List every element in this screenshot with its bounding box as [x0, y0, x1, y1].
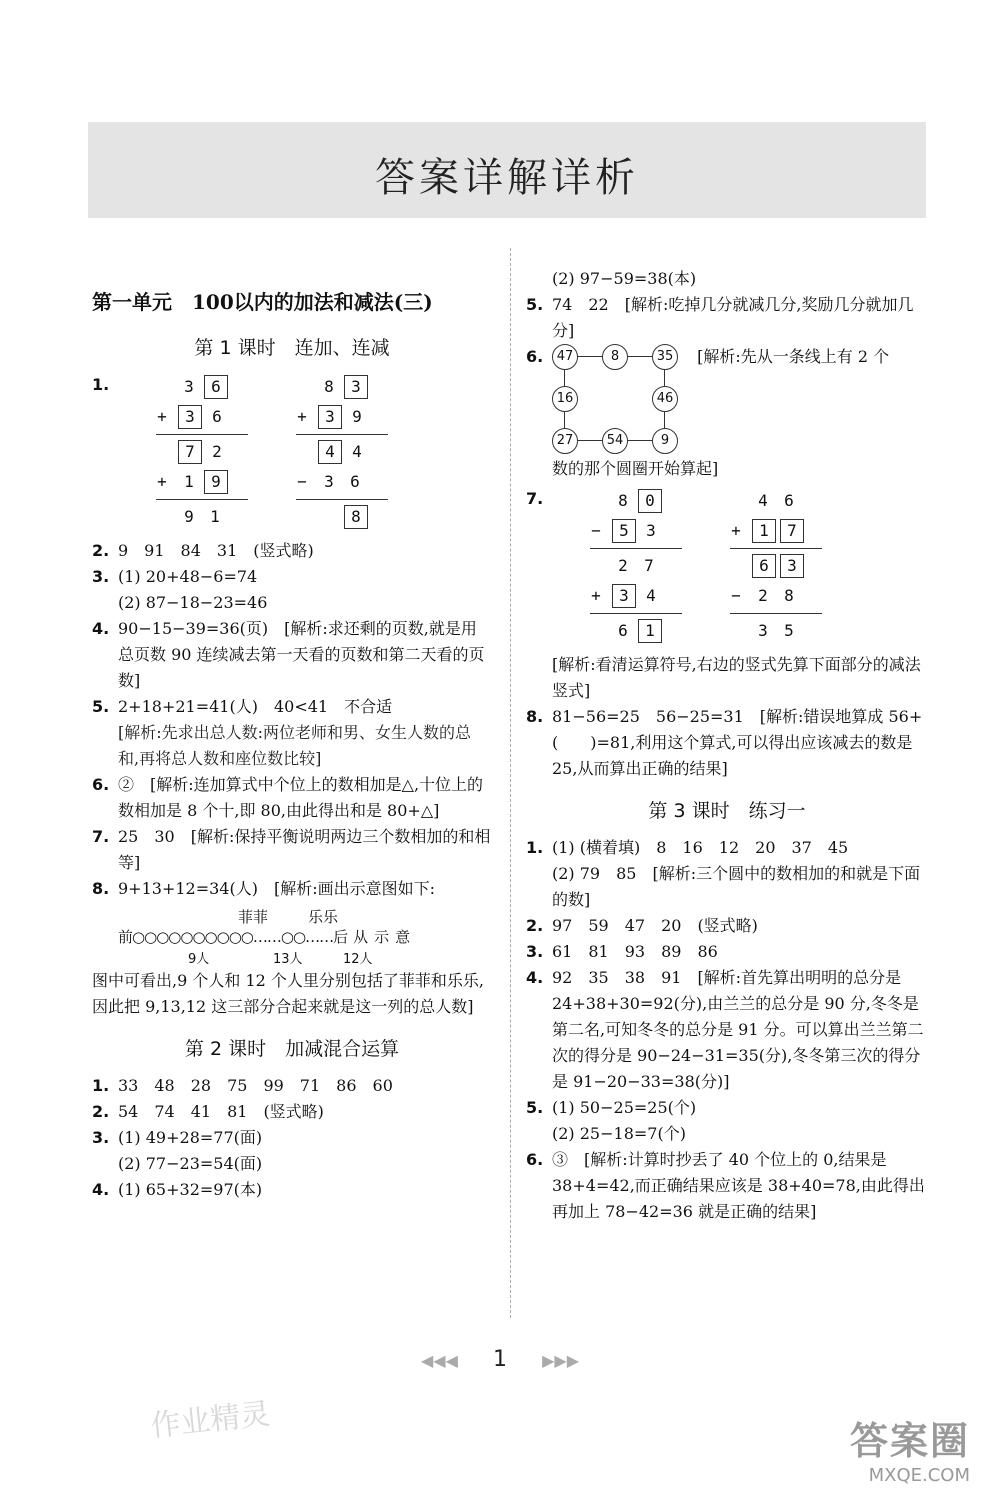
count-label: 9人 — [188, 952, 210, 967]
answer-part-1: (1) 65+32=97(本) — [118, 1180, 263, 1199]
lesson-2-title: 第 2 课时 加减混合运算 — [184, 1038, 400, 1060]
op: + — [731, 521, 741, 540]
watermark-logo-text: 答案圈 — [849, 1419, 970, 1463]
digit: 2 — [212, 442, 222, 461]
l1-q8 — [92, 876, 492, 902]
lesson-3-title: 第 3 课时 练习一 — [648, 800, 806, 822]
l1-q1 — [92, 372, 492, 532]
page-number: 1 — [493, 1347, 507, 1372]
sum-line — [156, 434, 248, 435]
answer-text: 90−15−39=36(页) [解析:求还剩的页数,就是用总页数 90 连续减去第一天看的页数和第二天看的页数] — [118, 619, 485, 690]
digit: 7 — [644, 556, 654, 575]
answer-text: 33 48 28 75 99 71 86 60 — [118, 1076, 393, 1095]
op: − — [591, 521, 601, 540]
digit: 3 — [646, 521, 656, 540]
l1-q6 — [92, 772, 492, 824]
question-number: 5. — [526, 295, 544, 314]
l2-q4-continued — [526, 266, 928, 292]
l1-q3 — [92, 564, 492, 616]
digit: 2 — [758, 586, 768, 605]
analysis-note: 数的那个圆圈开始算起] — [552, 459, 719, 478]
digit: 4 — [352, 442, 362, 461]
answer-box: 0 — [638, 489, 662, 513]
l2-q6 — [526, 344, 928, 456]
digit: 6 — [618, 621, 628, 640]
answer-part-1: (1) 50−25=25(个) — [552, 1098, 697, 1117]
l3-q4 — [526, 965, 928, 1095]
digit: 1 — [210, 507, 220, 526]
digit: 8 — [618, 491, 628, 510]
question-number: 4. — [92, 619, 110, 638]
number-circle: 46 — [652, 386, 678, 412]
l1-q8-continued — [92, 968, 492, 1020]
analysis-note: [解析:先从一条线上有 2 个 — [697, 347, 890, 366]
l2-q3 — [92, 1125, 492, 1177]
op: + — [157, 472, 167, 491]
answer-box: 4 — [318, 440, 342, 464]
answer-box: 5 — [612, 519, 636, 543]
bead-row — [118, 926, 416, 947]
question-number: 7. — [526, 489, 544, 508]
question-number: 4. — [92, 1180, 110, 1199]
number-circle: 47 — [552, 344, 578, 370]
l2-q5 — [526, 292, 928, 344]
vertical-calc-1 — [148, 372, 248, 532]
l2-q7 — [526, 486, 928, 646]
prev-arrows-icon: ◀◀◀ — [420, 1351, 458, 1370]
digit: 8 — [324, 377, 334, 396]
l1-q2 — [92, 538, 492, 564]
name-feifei: 菲菲 — [238, 908, 269, 926]
question-number: 2. — [526, 916, 544, 935]
answer-text: 25 30 [解析:保持平衡说明两边三个数相加的和相等] — [118, 827, 491, 872]
digit: 6 — [212, 407, 222, 426]
answer-text: 97 59 47 20 (竖式略) — [552, 916, 758, 935]
answer-part-2: (2) 97−59=38(本) — [552, 269, 697, 288]
answer-box: 7 — [780, 519, 804, 543]
l2-q2 — [92, 1099, 492, 1125]
op: − — [731, 586, 741, 605]
question-number: 6. — [526, 1150, 544, 1169]
page-footer — [0, 1347, 1000, 1372]
question-number: 6. — [526, 347, 544, 366]
beads: ○○○○○○○○○○……○○…… — [132, 928, 334, 946]
answer-box: 3 — [344, 375, 368, 399]
name-lele: 乐乐 — [308, 908, 339, 926]
answer-box: 8 — [344, 505, 368, 529]
sum-line — [296, 499, 388, 500]
l2-q6-note — [526, 456, 928, 482]
count-label: 13人 — [273, 952, 303, 967]
vertical-calculations — [148, 372, 492, 532]
digit: 6 — [350, 472, 360, 491]
lesson-1-title: 第 1 课时 连加、连减 — [194, 337, 390, 359]
number-circle: 35 — [652, 344, 678, 370]
l1-q4 — [92, 616, 492, 694]
op: + — [157, 407, 167, 426]
digit: 3 — [324, 472, 334, 491]
sum-line — [156, 499, 248, 500]
answer-part-1: (1) (横着填) 8 16 12 20 37 45 — [552, 838, 849, 857]
answer-box: 6 — [204, 375, 228, 399]
answer-text: 9+13+12=34(人) [解析:画出示意图如下: — [118, 879, 435, 898]
answer-text: 54 74 41 81 (竖式略) — [118, 1102, 324, 1121]
next-arrows-icon: ▶▶▶ — [542, 1351, 580, 1370]
answer-text: 2+18+21=41(人) 40<41 不合适 — [118, 697, 393, 716]
unit-title: 第一单元 100以内的加法和减法(三) — [92, 290, 433, 314]
question-number: 2. — [92, 541, 110, 560]
question-number: 5. — [526, 1098, 544, 1117]
question-number: 3. — [92, 567, 110, 586]
header-banner — [88, 122, 926, 218]
sum-line — [296, 434, 388, 435]
watermark-url: MXQE.COM — [868, 1465, 970, 1486]
answer-part-2: (2) 77−23=54(面) — [118, 1154, 263, 1173]
question-number: 8. — [526, 707, 544, 726]
l1-q7 — [92, 824, 492, 876]
digit: 9 — [184, 507, 194, 526]
question-number: 7. — [92, 827, 110, 846]
answer-box: 3 — [178, 405, 202, 429]
question-number: 3. — [526, 942, 544, 961]
l3-q2 — [526, 913, 928, 939]
answer-box: 1 — [752, 519, 776, 543]
number-circle: 27 — [552, 428, 578, 454]
answer-text: 74 22 [解析:吃掉几分就减几分,奖励几分就加几分] — [552, 295, 914, 340]
answer-part-1: (1) 20+48−6=74 — [118, 567, 258, 586]
number-circle: 16 — [552, 386, 578, 412]
answer-box: 3 — [780, 554, 804, 578]
answer-part-2: (2) 79 85 [解析:三个圆中的数相加的和就是下面的数] — [552, 864, 921, 909]
sum-line — [590, 548, 682, 549]
answer-box: 9 — [204, 470, 228, 494]
digit: 1 — [184, 472, 194, 491]
l2-q7-note — [526, 652, 928, 704]
question-number: 8. — [92, 879, 110, 898]
answer-text: ③ [解析:计算时抄丢了 40 个位上的 0,结果是 38+4=42,而正确结果应该是 38+40=78,由此得出再加上 78−42=36 就是正确的结果] — [552, 1150, 925, 1221]
vertical-calc-4 — [722, 486, 822, 646]
digit: 9 — [352, 407, 362, 426]
diagram-text: 从示意 — [353, 928, 417, 946]
sum-line — [590, 613, 682, 614]
answer-text: 61 81 93 89 86 — [552, 942, 718, 961]
circle-grid — [552, 344, 692, 454]
answer-part-2: (2) 87−18−23=46 — [118, 593, 268, 612]
analysis-note: [解析:先求出总人数:两位老师和男、女生人数的总和,再将总人数和座位数比较] — [118, 723, 472, 768]
question-number: 1. — [92, 375, 110, 394]
l3-q3 — [526, 939, 928, 965]
number-circle: 54 — [602, 428, 628, 454]
page-title: 答案详解详析 — [375, 155, 639, 201]
answer-box: 1 — [638, 619, 662, 643]
queue-diagram — [118, 906, 492, 967]
answer-text: 9 91 84 31 (竖式略) — [118, 541, 314, 560]
digit: 3 — [758, 621, 768, 640]
question-number: 4. — [526, 968, 544, 987]
digit: 4 — [646, 586, 656, 605]
answer-box: 6 — [752, 554, 776, 578]
digit: 5 — [784, 621, 794, 640]
answer-part-2: (2) 25−18=7(个) — [552, 1124, 686, 1143]
vertical-calc-3 — [582, 486, 682, 646]
right-column — [526, 266, 928, 1225]
l3-q1 — [526, 835, 928, 913]
answer-box: 7 — [178, 440, 202, 464]
op: + — [297, 407, 307, 426]
column-divider — [510, 248, 511, 1318]
digit: 4 — [758, 491, 768, 510]
answer-text: 92 35 38 91 [解析:首先算出明明的总分是 24+38+30=92(分),由兰兰的总分是 90 分,冬冬是第二名,可知冬冬的总分是 91 分。可以算出兰兰第二次的得分是 90−24−31=35(分),冬冬第三次的得分是 91−20−33=38(分)] — [552, 968, 924, 1091]
answer-text: 81−56=25 56−25=31 [解析:错误地算成 56+( )=81,利用这个算式,可以得出应该减去的数是 25,从而算出正确的结果] — [552, 707, 923, 778]
question-number: 6. — [92, 775, 110, 794]
op: − — [297, 472, 307, 491]
l2-q1 — [92, 1073, 492, 1099]
answer-text: ② [解析:连加算式中个位上的数相加是△,十位上的数相加是 8 个十,即 80,由此得出和是 80+△] — [118, 775, 484, 820]
vertical-calculations — [582, 486, 928, 646]
watermark-stamp: 作业精灵 — [148, 1396, 272, 1445]
l3-q5 — [526, 1095, 928, 1147]
l3-q6 — [526, 1147, 928, 1225]
back-label: 后 — [333, 928, 348, 946]
l2-q8 — [526, 704, 928, 782]
vertical-calc-2 — [288, 372, 388, 532]
question-number: 1. — [92, 1076, 110, 1095]
question-number: 1. — [526, 838, 544, 857]
answer-part-1: (1) 49+28=77(面) — [118, 1128, 263, 1147]
question-number: 5. — [92, 697, 110, 716]
number-circle: 8 — [602, 344, 628, 370]
sum-line — [730, 613, 822, 614]
question-number: 2. — [92, 1102, 110, 1121]
sum-line — [730, 548, 822, 549]
digit: 3 — [184, 377, 194, 396]
l1-q5 — [92, 694, 492, 772]
op: + — [591, 586, 601, 605]
l2-q4 — [92, 1177, 492, 1203]
analysis-note: [解析:看清运算符号,右边的竖式先算下面部分的减法竖式] — [552, 655, 921, 700]
question-number: 3. — [92, 1128, 110, 1147]
watermark-logo — [850, 1410, 970, 1486]
answer-box: 3 — [318, 405, 342, 429]
digit: 6 — [784, 491, 794, 510]
digit: 8 — [784, 586, 794, 605]
left-column — [92, 250, 492, 1203]
count-label: 12人 — [343, 952, 373, 967]
digit: 2 — [618, 556, 628, 575]
answer-box: 3 — [612, 584, 636, 608]
front-label: 前 — [118, 928, 133, 946]
answer-text: 图中可看出,9 个人和 12 个人里分别包括了菲菲和乐乐,因此把 9,13,12 这三部分合起来就是这一列的总人数] — [92, 971, 484, 1016]
number-circle: 9 — [652, 428, 678, 454]
